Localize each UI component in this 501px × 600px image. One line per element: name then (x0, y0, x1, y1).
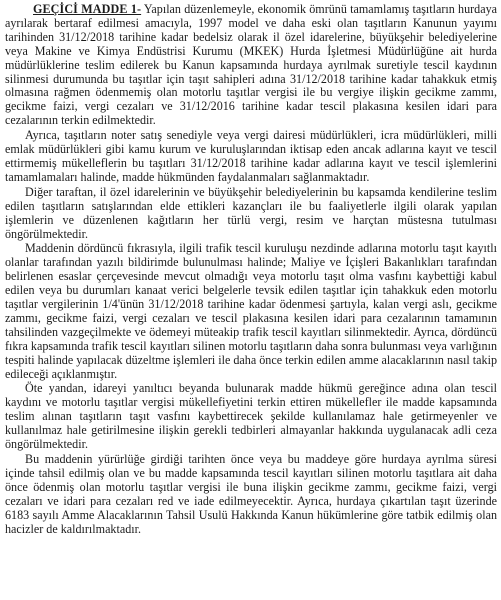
paragraph-2: Ayrıca, taşıtların noter satış senediyle veya vergi dairesi müdürlükleri, icra müdürlükleri, milli emlak müdürlükleri gibi kamu kurum ve kuruluşlarından iktisap eden ancak adlarına kayıt ve tescil ettirmemiş mükelleflerin bu taşıtları 31/12/2018 tarihine kadar adlarına kayıt ve tescil işlemlerini tamamlamaları halinde, madde hükmünden faydalanmaları sağlanmaktadır. (5, 128, 497, 184)
paragraph-3: Diğer taraftan, il özel idarelerinin ve büyükşehir belediyelerinin bu kapsamda kendilerine teslim edilen taşıtların satışlarından elde ettikleri kazançları ile bu faaliyetlerle ilgili olarak yapılan işlemlerin ve düzenlenen kağıtların her türlü vergi, resim ve harçtan müstesna tutulması öngörülmektedir. (5, 184, 497, 241)
article-heading: GEÇİCİ MADDE 1- (33, 2, 142, 16)
paragraph-1-text: Yapılan düzenlemeyle, ekonomik ömrünü tamamlamış taşıtların hurdaya ayrılarak bertaraf edilmesi amacıyla, 1997 model ve daha eski olan taşıtların Kanunun yayımı tarihinden 31/12/2018 tarihine kadar bedelsiz olarak il özel idarelerine, büyükşehir belediyelerine veya Makine ve Kimya Endüstrisi Kurumu (MKEK) Hurda İşletmesi Müdürlüğüne ait hurda müdürlüklerine teslim edilerek bu Kanun kapsamında hurdaya ayrılmak suretiyle tescil kaydının silinmesi durumunda bu taşıtlar için taşıt sahipleri adına 31/12/2018 tarihine kadar tahakkuk etmiş olmasına rağmen ödenmemiş olan motorlu taşıtlar vergisi ile bu vergiye ilişkin gecikme zammı, gecikme faizi, vergi cezaları ve 31/12/2016 tarihine kadar tescil plakasına kesilen idari para cezalarının terkin edilmektedir. (5, 2, 497, 128)
paragraph-4: Maddenin dördüncü fıkrasıyla, ilgili trafik tescil kuruluşu nezdinde adlarına motorlu taşıt kayıtlı olanlar tarafından yazılı bildirimde bulunulması halinde; Maliye ve İçişleri Bakanlıkları tarafından belirlenen esaslar çerçevesinde mevcut olmadığı veya motorlu taşıt olma vasfını kaybettiği kabul edilen veya bu durumları kanaat verici belgelerle tevsik edilen taşıtlar için tahakkuk eden motorlu taşıtlar vergilerinin 1/4'ünün 31/12/2018 tarihine kadar ödenmesi şartıyla, kalan vergi aslı, gecikme zammı, gecikme faizi, vergi cezaları ve tescil plakasına kesilen idari para cezalarının tamamının tahsilinden vazgeçilmekte ve ödemeyi müteakip trafik tescil kayıtları silinmektedir. Ayrıca, dördüncü fıkra kapsamında trafik tescil kayıtları silinen motorlu taşıtların daha sonra bulunması veya varlığının tespiti halinde yapılacak düzeltme işlemleri ile daha önce terkin edilen amme alacaklarının nasıl takip edileceği açıklanmıştır. (5, 241, 497, 381)
paragraph-1 (5, 3, 497, 128)
paragraph-6: Bu maddenin yürürlüğe girdiği tarihten önce veya bu maddeye göre hurdaya ayrılma süresi içinde tahsil edilmiş olan ve bu madde kapsamında tescil kayıtları silinen motorlu taşıtlara ait daha önce ödenmiş olan motorlu taşıtlar vergisi ile buna ilişkin gecikme zammı, gecikme faizi, vergi cezaları ve idari para cezaları red ve iade edilmeyecektir. Ayrıca, hurdaya çıkartılan taşıt üzerinde 6183 sayılı Amme Alacaklarının Tahsil Usulü Hakkında Kanun hükümlerine göre tatbik edilmiş olan hacizler de kaldırılmaktadır. (5, 452, 497, 536)
paragraph-5: Öte yandan, idareyi yanıltıcı beyanda bulunarak madde hükmü gereğince adına olan tescil kaydını ve motorlu taşıtlar vergisi mükellefiyetini terkin ettiren mükellefler ile madde kapsamında teslim alınan taşıtların taşıt vasfını kaybettirecek şekilde kullanılamaz hale getirmeyenler ve kullanılmaz hale getirilmesine ilişkin gerekli tedbirleri almayanlar hakkında uygulanacak adli ceza öngörülmektedir. (5, 381, 497, 452)
